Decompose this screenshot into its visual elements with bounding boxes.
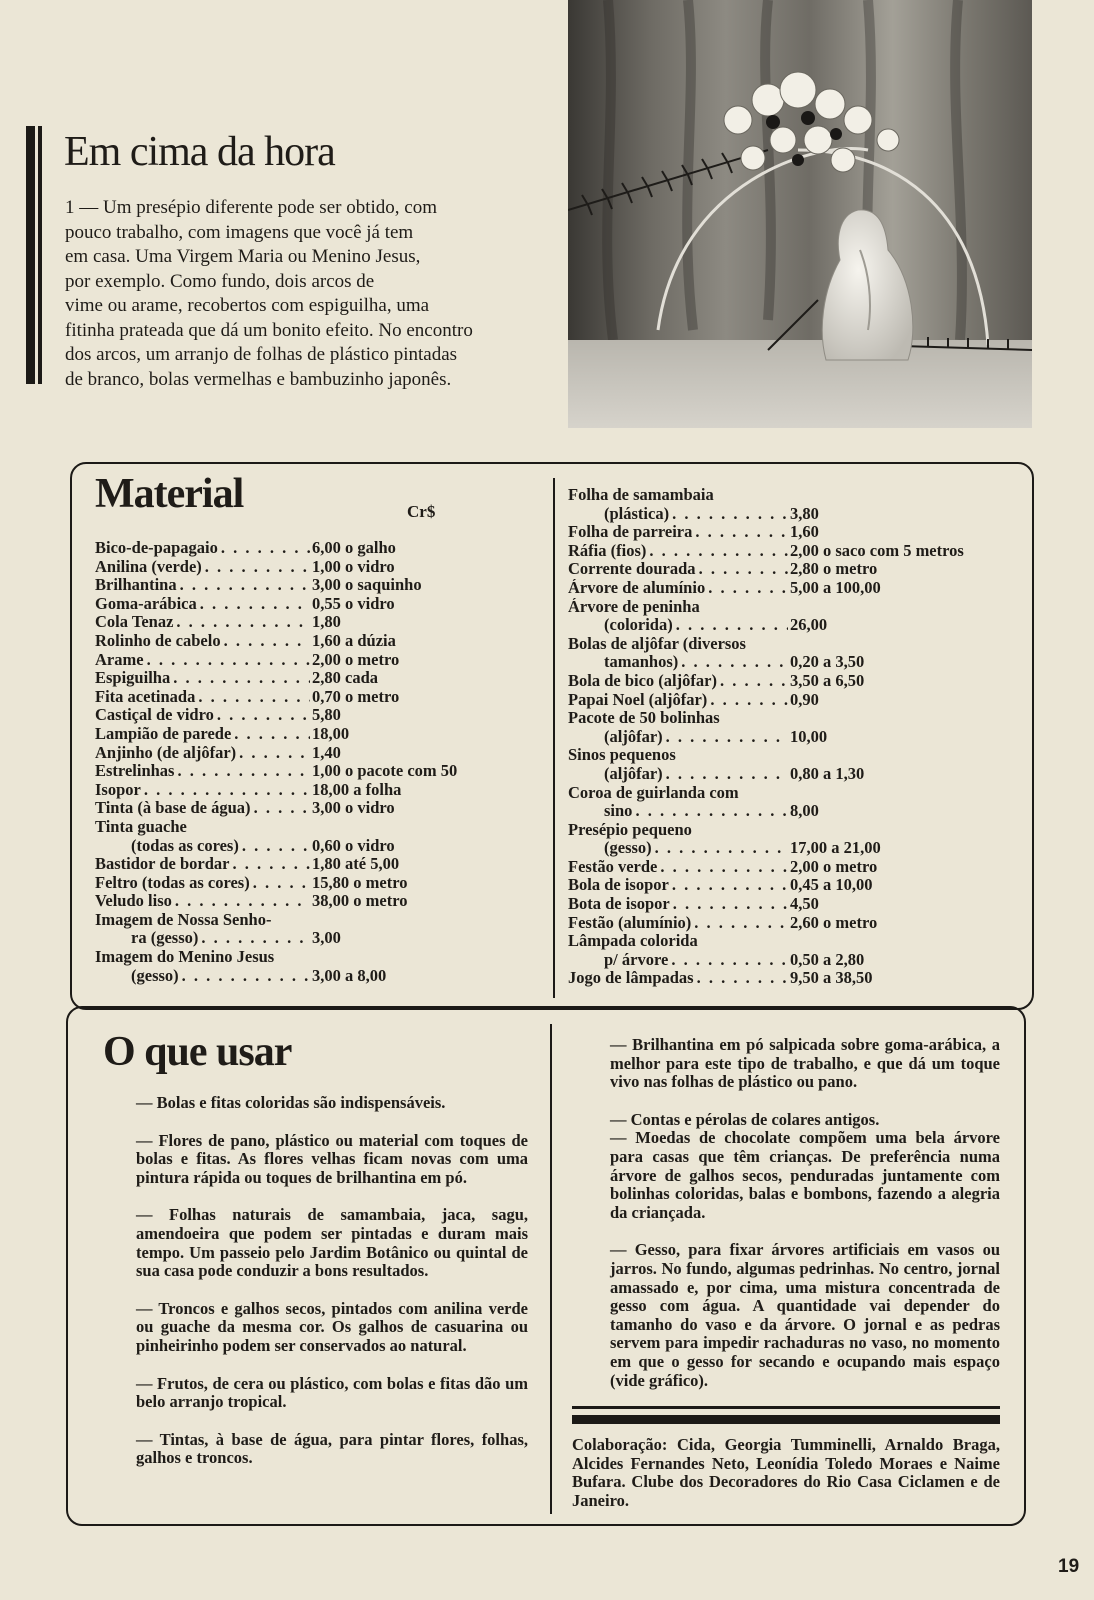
material-item-price bbox=[310, 948, 312, 967]
material-item-name: Cola Tenaz bbox=[95, 613, 174, 632]
usar-paragraph: — Contas e pérolas de colares antigos. bbox=[610, 1109, 880, 1129]
usar-title: O que usar bbox=[103, 1029, 292, 1075]
intro-line: 1 — Um presépio diferente pode ser obtido, com bbox=[65, 197, 437, 218]
material-title: Material bbox=[95, 471, 244, 517]
material-item-name: (gesso) bbox=[604, 839, 652, 858]
material-row bbox=[95, 967, 515, 986]
material-row bbox=[568, 765, 1018, 784]
material-row bbox=[568, 951, 1018, 970]
material-item-price bbox=[310, 818, 312, 837]
material-item-name: p/ árvore bbox=[604, 950, 669, 969]
leader-dots bbox=[141, 781, 310, 800]
material-column-divider bbox=[553, 478, 555, 998]
leader-dots bbox=[668, 951, 788, 970]
material-item-price bbox=[788, 486, 790, 505]
material-item-name: Papai Noel (aljôfar) bbox=[568, 690, 708, 709]
material-item-name: Arame bbox=[95, 650, 144, 669]
material-item-price: 2,60 o metro bbox=[790, 912, 878, 932]
leader-dots bbox=[198, 929, 310, 948]
leader-dots bbox=[202, 558, 310, 577]
material-item-price: 6,00 o galho bbox=[312, 538, 396, 557]
material-item-price: 15,80 o metro bbox=[312, 872, 408, 892]
material-item-price bbox=[788, 932, 790, 951]
credit-text: Cida, Georgia Tumminelli, Arnaldo Braga, Alcides Fernandes Neto, Leonídia Toledo Moraes e Naime Bufara. Clube dos Decoradores do Rio Casa Ciclamen e de Janeiro. bbox=[572, 1435, 1000, 1510]
material-item-name: Tinta (à base de água) bbox=[95, 799, 251, 818]
material-item-price: 9,50 a 38,50 bbox=[790, 968, 873, 988]
material-item-name: Jogo de lâmpadas bbox=[568, 969, 694, 988]
intro-accent-bar bbox=[26, 126, 38, 384]
intro-line: de branco, bolas vermelhas e bambuzinho japonês. bbox=[65, 368, 452, 390]
material-item-price: 0,80 a 1,30 bbox=[790, 763, 865, 783]
material-item-price: 5,80 bbox=[312, 705, 341, 725]
material-row bbox=[568, 876, 1018, 895]
material-row bbox=[568, 653, 1018, 672]
material-row bbox=[568, 821, 1018, 840]
leader-dots bbox=[251, 799, 310, 818]
material-row bbox=[568, 932, 1018, 951]
intro-line: em casa. Uma Virgem Maria ou Menino Jesus, bbox=[65, 246, 421, 267]
leader-dots bbox=[632, 802, 788, 821]
material-item-name: Sinos pequenos bbox=[568, 746, 676, 765]
material-item-name: (colorida) bbox=[604, 616, 673, 635]
material-item-name: Bola de bico (aljôfar) bbox=[568, 671, 717, 690]
leader-dots bbox=[195, 688, 310, 707]
material-row bbox=[95, 892, 515, 911]
leader-dots bbox=[646, 542, 788, 561]
material-row bbox=[568, 914, 1018, 933]
material-row bbox=[95, 855, 515, 874]
material-item-price: 3,80 bbox=[790, 503, 819, 523]
material-item-price: 1,00 o pacote com 50 bbox=[312, 761, 458, 781]
usar-column-left bbox=[98, 1094, 528, 1468]
usar-paragraph: — Bolas e fitas coloridas são indispensáveis. bbox=[136, 1093, 446, 1112]
material-list-right bbox=[568, 486, 1018, 988]
material-item-price: 26,00 bbox=[790, 615, 828, 635]
material-item-price: 0,90 bbox=[790, 689, 819, 709]
usar-paragraph: — Flores de pano, plástico ou material com toques de bolas e fitas. As flores velhas ficam novas com uma pintura rápida ou toques de brilhantina em pó. bbox=[136, 1130, 528, 1187]
material-item-name: Imagem do Menino Jesus bbox=[95, 948, 275, 967]
material-item-price: 10,00 bbox=[790, 726, 828, 746]
material-item-name: Bico-de-papagaio bbox=[95, 539, 218, 557]
material-row bbox=[568, 560, 1018, 579]
leader-dots bbox=[705, 579, 788, 598]
material-row bbox=[568, 691, 1018, 710]
material-item-price: 3,00 o vidro bbox=[312, 798, 395, 818]
material-row bbox=[568, 839, 1018, 858]
material-row bbox=[95, 651, 515, 670]
intro-title: Em cima da hora bbox=[64, 129, 335, 175]
currency-label: Cr$ bbox=[407, 502, 436, 521]
leader-dots bbox=[174, 762, 310, 781]
material-row bbox=[568, 802, 1018, 821]
leader-dots bbox=[173, 613, 310, 632]
material-row bbox=[568, 635, 1018, 654]
usar-paragraph: — Gesso, para fixar árvores artificiais em vasos ou jarros. No fundo, algumas pedrinhas. No centro, jornal amassado e, por cima, uma mistura concentrada de gesso com água. A quantidade vai depender do tamanho do vaso e da árvore. O jornal e as pedras servem para impedir rachaduras no vaso, no momento em que o gesso for secando e ocupando mais espaço (vide gráfico). bbox=[610, 1240, 1000, 1390]
intro-line: vime ou arame, recobertos com espiguilha, uma bbox=[65, 295, 430, 316]
material-item-price: 2,80 cada bbox=[312, 668, 378, 688]
leader-dots bbox=[172, 892, 310, 911]
material-row bbox=[95, 911, 515, 930]
material-item-price: 1,40 bbox=[312, 742, 341, 762]
material-row bbox=[95, 762, 515, 781]
material-item-name: (gesso) bbox=[131, 966, 179, 985]
material-item-name: Rolinho de cabelo bbox=[95, 631, 221, 650]
material-list-left bbox=[95, 539, 515, 985]
material-item-name: Presépio pequeno bbox=[568, 820, 692, 839]
material-item-name: Isopor bbox=[95, 780, 141, 799]
material-item-name: Coroa de guirlanda com bbox=[568, 783, 739, 802]
material-item-name: Fita acetinada bbox=[95, 687, 196, 706]
material-item-name: Bolas de aljôfar (diversos bbox=[568, 634, 746, 653]
material-item-name: Folha de parreira bbox=[568, 523, 693, 542]
leader-dots bbox=[669, 876, 788, 895]
leader-dots bbox=[231, 725, 310, 744]
leader-dots bbox=[707, 691, 788, 710]
material-row bbox=[95, 576, 515, 595]
material-item-price: 1,60 a dúzia bbox=[312, 630, 396, 650]
material-item-name: Espiguilha bbox=[95, 669, 171, 688]
material-item-name: Festão (alumínio) bbox=[568, 913, 692, 932]
intro-line: por exemplo. Como fundo, dois arcos de bbox=[65, 270, 375, 292]
usar-paragraph: — Troncos e galhos secos, pintados com anilina verde ou guache da mesma cor. Os galhos de casuarina ou pinheirinho podem ser conservados ao natural. bbox=[136, 1298, 528, 1355]
usar-paragraph: — Brilhantina em pó salpicada sobre goma-arábica, a melhor para este tipo de trabalho, e que dá um toque vivo nas folhas de plástico ou pano. bbox=[610, 1035, 1000, 1092]
material-item-price: 4,50 bbox=[790, 894, 819, 914]
material-row bbox=[95, 595, 515, 614]
leader-dots bbox=[694, 969, 788, 988]
material-item-name: Festão verde bbox=[568, 857, 658, 876]
usar-paragraph: — Frutos, de cera ou plástico, com bolas e fitas dão um belo arranjo tropical. bbox=[136, 1373, 528, 1412]
material-item-name: Corrente dourada bbox=[568, 560, 696, 579]
material-item-price bbox=[788, 821, 790, 840]
material-item-name: sino bbox=[604, 802, 633, 821]
material-item-price: 0,70 o metro bbox=[312, 686, 400, 706]
material-row bbox=[568, 784, 1018, 803]
material-row bbox=[95, 632, 515, 651]
leader-dots bbox=[218, 539, 310, 558]
material-item-price: 0,60 o vidro bbox=[312, 835, 395, 855]
material-row bbox=[568, 895, 1018, 914]
material-item-price: 1,80 bbox=[312, 612, 341, 632]
leader-dots bbox=[250, 874, 310, 893]
material-item-price: 8,00 bbox=[790, 801, 819, 821]
material-row bbox=[95, 799, 515, 818]
leader-dots bbox=[670, 895, 788, 914]
leader-dots bbox=[239, 837, 310, 856]
material-item-price: 0,45 a 10,00 bbox=[790, 875, 873, 895]
material-row bbox=[95, 725, 515, 744]
material-item-price: 38,00 o metro bbox=[312, 891, 408, 911]
page-number: 19 bbox=[1058, 1556, 1080, 1577]
material-row bbox=[568, 523, 1018, 542]
material-row bbox=[568, 746, 1018, 765]
material-item-name: Anilina (verde) bbox=[95, 557, 202, 576]
material-row bbox=[568, 579, 1018, 598]
material-row bbox=[95, 818, 515, 837]
leader-dots bbox=[717, 672, 788, 691]
credit-rule bbox=[572, 1406, 1000, 1424]
material-item-name: (aljôfar) bbox=[604, 727, 663, 746]
usar-column-right bbox=[572, 1036, 1000, 1510]
material-row bbox=[95, 706, 515, 725]
material-item-price: 5,00 a 100,00 bbox=[790, 577, 881, 597]
material-item-name: ra (gesso) bbox=[131, 929, 199, 948]
intro-line: dos arcos, um arranjo de folhas de plástico pintadas bbox=[65, 344, 458, 365]
material-item-price bbox=[788, 709, 790, 728]
material-item-price: 0,20 a 3,50 bbox=[790, 652, 865, 672]
material-item-price: 0,50 a 2,80 bbox=[790, 949, 865, 969]
material-item-name: Veludo liso bbox=[95, 892, 172, 911]
leader-dots bbox=[229, 855, 310, 874]
material-row bbox=[568, 616, 1018, 635]
material-row bbox=[95, 948, 515, 967]
material-item-name: Feltro (todas as cores) bbox=[95, 873, 250, 892]
leader-dots bbox=[691, 914, 788, 933]
material-item-name: Imagem de Nossa Senho- bbox=[95, 910, 272, 929]
material-item-price: 1,60 bbox=[790, 522, 819, 542]
intro-text bbox=[65, 196, 555, 392]
material-row bbox=[568, 969, 1018, 988]
material-item-name: (todas as cores) bbox=[131, 836, 239, 855]
material-item-name: Lâmpada colorida bbox=[568, 932, 698, 951]
intro-line: pouco trabalho, com imagens que você já tem bbox=[65, 221, 414, 243]
material-item-price: 3,00 a 8,00 bbox=[312, 965, 387, 985]
material-item-name: Anjinho (de aljôfar) bbox=[95, 743, 237, 762]
material-item-name: Goma-arábica bbox=[95, 594, 197, 613]
leader-dots bbox=[221, 632, 310, 651]
material-item-name: tamanhos) bbox=[604, 653, 679, 672]
leader-dots bbox=[236, 744, 310, 763]
material-item-price: 1,00 o vidro bbox=[312, 556, 395, 576]
leader-dots bbox=[179, 967, 310, 986]
leader-dots bbox=[197, 595, 310, 614]
material-item-price: 17,00 a 21,00 bbox=[790, 838, 881, 858]
material-item-price bbox=[788, 635, 790, 654]
leader-dots bbox=[669, 505, 788, 524]
material-item-price: 2,00 o saco com 5 metros bbox=[790, 540, 964, 560]
material-row bbox=[95, 837, 515, 856]
material-row bbox=[568, 858, 1018, 877]
material-item-name: Ráfia (fios) bbox=[568, 541, 647, 560]
material-row bbox=[568, 505, 1018, 524]
leader-dots bbox=[692, 523, 788, 542]
leader-dots bbox=[673, 616, 788, 635]
material-item-name: Lampião de parede bbox=[95, 724, 232, 743]
material-row bbox=[568, 542, 1018, 561]
material-item-price bbox=[788, 784, 790, 803]
leader-dots bbox=[663, 765, 788, 784]
material-row bbox=[568, 598, 1018, 617]
material-row bbox=[568, 728, 1018, 747]
usar-column-divider bbox=[550, 1024, 552, 1514]
material-item-name: Bastidor de bordar bbox=[95, 855, 230, 874]
material-item-name: Tinta guache bbox=[95, 817, 187, 836]
material-item-price: 3,50 a 6,50 bbox=[790, 670, 865, 690]
material-row bbox=[95, 929, 515, 948]
material-item-price: 18,00 bbox=[312, 723, 350, 743]
usar-paragraph: — Moedas de chocolate compõem uma bela árvore para casas que têm crianças. De preferência numa árvore de galhos secos, penduradas juntamente com bolinhas coloridas, balas e bombons, fazendo a alegria da criançada. bbox=[610, 1128, 1000, 1222]
material-item-price: 3,00 bbox=[312, 928, 341, 948]
leader-dots bbox=[144, 651, 310, 670]
material-row bbox=[95, 874, 515, 893]
material-row bbox=[568, 709, 1018, 728]
leader-dots bbox=[177, 576, 310, 595]
leader-dots bbox=[657, 858, 788, 877]
material-item-name: Bota de isopor bbox=[568, 895, 670, 914]
leader-dots bbox=[696, 560, 788, 579]
leader-dots bbox=[170, 669, 310, 688]
material-item-price bbox=[788, 746, 790, 765]
leader-dots bbox=[663, 728, 788, 747]
intro-line: fitinha prateada que dá um bonito efeito. No encontro bbox=[65, 319, 473, 341]
material-item-name: Castiçal de vidro bbox=[95, 706, 214, 725]
material-item-name: (aljôfar) bbox=[604, 764, 663, 783]
material-item-price: 0,55 o vidro bbox=[312, 593, 395, 613]
leader-dots bbox=[652, 839, 788, 858]
material-row bbox=[95, 744, 515, 763]
nativity-photo-illustration bbox=[568, 0, 1032, 428]
material-item-price: 1,80 até 5,00 bbox=[312, 854, 400, 874]
material-item-price: 2,00 o metro bbox=[312, 649, 400, 669]
material-item-name: Estrelinhas bbox=[95, 762, 175, 781]
material-row bbox=[95, 688, 515, 707]
material-item-price: 2,00 o metro bbox=[790, 856, 878, 876]
material-item-price bbox=[788, 598, 790, 617]
material-item-name: Bola de isopor bbox=[568, 876, 669, 895]
nativity-photo bbox=[568, 0, 1032, 428]
leader-dots bbox=[214, 706, 310, 725]
material-row bbox=[95, 539, 515, 558]
material-item-name: Folha de samambaia bbox=[568, 486, 714, 504]
material-item-name: Árvore de alumínio bbox=[568, 578, 706, 597]
material-row bbox=[95, 669, 515, 688]
material-item-price: 18,00 a folha bbox=[312, 779, 402, 799]
material-row bbox=[568, 486, 1018, 505]
material-item-price bbox=[310, 911, 312, 930]
material-item-name: Pacote de 50 bolinhas bbox=[568, 709, 720, 728]
material-row bbox=[568, 672, 1018, 691]
material-row bbox=[95, 558, 515, 577]
usar-paragraph: — Tintas, à base de água, para pintar flores, folhas, galhos e troncos. bbox=[136, 1429, 528, 1468]
material-item-name: Árvore de peninha bbox=[568, 597, 700, 616]
leader-dots bbox=[678, 653, 788, 672]
material-row bbox=[95, 613, 515, 632]
credit-label: Colaboração: bbox=[572, 1435, 668, 1455]
material-row bbox=[95, 781, 515, 800]
material-item-name: (plástica) bbox=[604, 504, 670, 523]
material-item-name: Brilhantina bbox=[95, 576, 177, 595]
material-item-price: 3,00 o saquinho bbox=[312, 575, 422, 595]
usar-paragraph: — Folhas naturais de samambaia, jaca, sagu, amendoeira que podem ser pintadas e duram mais tempo. Um passeio pelo Jardim Botânico ou quintal de sua casa pode conduzir a bons resultados. bbox=[136, 1205, 528, 1281]
material-item-price: 2,80 o metro bbox=[790, 559, 878, 579]
credit bbox=[572, 1436, 1000, 1510]
